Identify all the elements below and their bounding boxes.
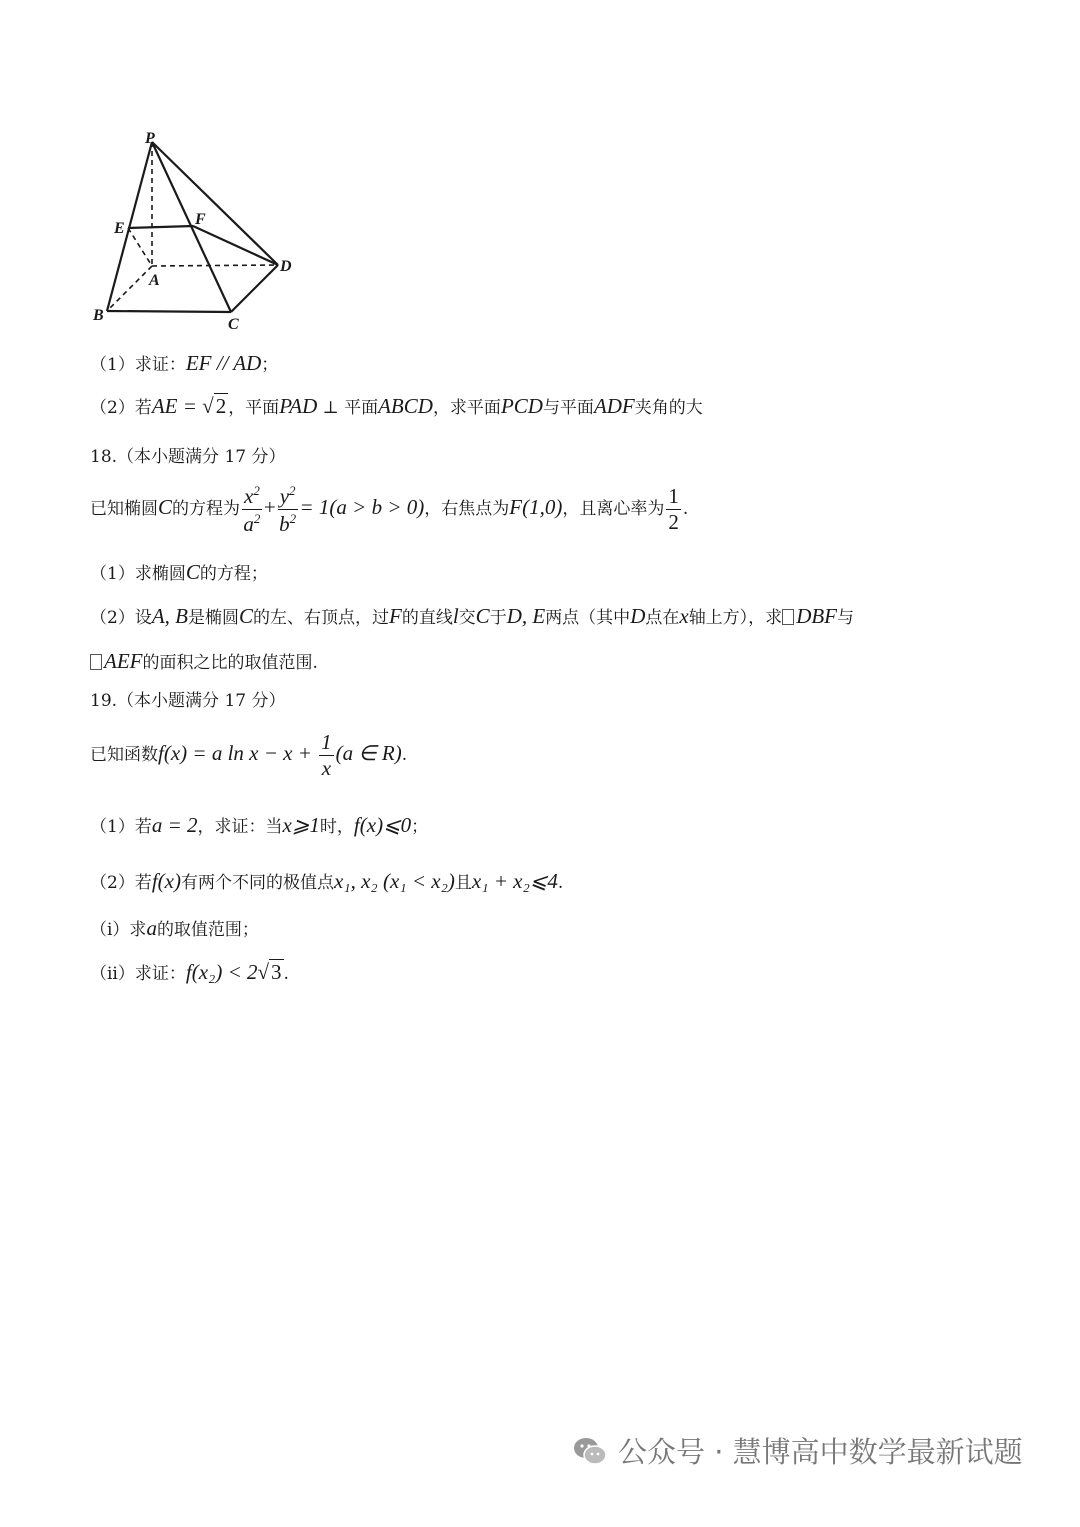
ellipse-y-term: $\frac{y^2}{b^2}$ [279, 483, 297, 536]
label-P: P [145, 130, 155, 147]
label-D: D [280, 258, 292, 275]
edge-BC [107, 311, 231, 312]
edge-PD [152, 142, 278, 265]
q19-part2-i: （i）求a的取值范围； [90, 916, 259, 940]
watermark [572, 1430, 1023, 1471]
edge-CD [231, 265, 278, 312]
edge-EA [128, 228, 152, 266]
triangle-glyph-box [782, 609, 794, 625]
label-E: E [114, 220, 125, 237]
q19-part1: （1）若a = 2，求证：当x⩾1时，f(x)⩽0； [90, 813, 429, 837]
q18-stem: 已知椭圆C的方程为 $\frac{x^2}{a^2}$ + $\frac{y^2}{b^2}$ = 1(a > b > 0)，右焦点为F(1,0)，且离心率为 $\frac{1}{2}$ . [90, 483, 689, 536]
q18-part2-cont: AEF的面积之比的取值范围. [90, 648, 318, 674]
label-A: A [149, 272, 160, 289]
watermark-text: 公众号 · 慧博高中数学最新试题 [618, 1435, 1023, 1469]
q19-part2-ii: （ii）求证：f(x₂) < 2√3 . [90, 960, 289, 984]
ellipse-x-term: $\frac{x^2}{a^2}$ [243, 483, 261, 536]
triangle-glyph-box [90, 654, 102, 670]
q18-part2: （2）设A, B是椭圆C的左、右顶点，过F的直线l交C于D, E两点（其中D点在x轴上方），求 DBF与 [90, 604, 855, 628]
edge-AD [152, 265, 278, 266]
q19-header: 19.（本小题满分 17 分） [90, 691, 286, 711]
label-F: F [195, 211, 206, 228]
q17-part1: （1）求证：EF // AD； [90, 351, 279, 375]
reciprocal-fraction: $\frac{1}{x}$ [321, 730, 332, 780]
edge-EF [128, 226, 193, 228]
q17-part2: （2）若AE = √2 ，平面PAD ⊥ 平面ABCD，求平面PCD与平面ADF夹角的大 [90, 394, 703, 418]
q18-header: 18.（本小题满分 17 分） [90, 447, 286, 467]
q18-part1: （1）求椭圆C的方程； [90, 560, 268, 584]
q19-part2: （2）若f(x)有两个不同的极值点x₁, x₂ (x₁ < x₂)且x₁ + x₂⩽4. [90, 869, 564, 893]
pyramid-figure [85, 125, 305, 335]
wechat-icon [572, 1436, 608, 1466]
label-B: B [93, 307, 104, 324]
label-C: C [228, 316, 239, 333]
eccentricity-fraction: $\frac{1}{2}$ [668, 484, 679, 534]
q19-stem: 已知函数f(x) = a ln x − x + $\frac{1}{x}$ (a ∈ R). [90, 730, 408, 780]
